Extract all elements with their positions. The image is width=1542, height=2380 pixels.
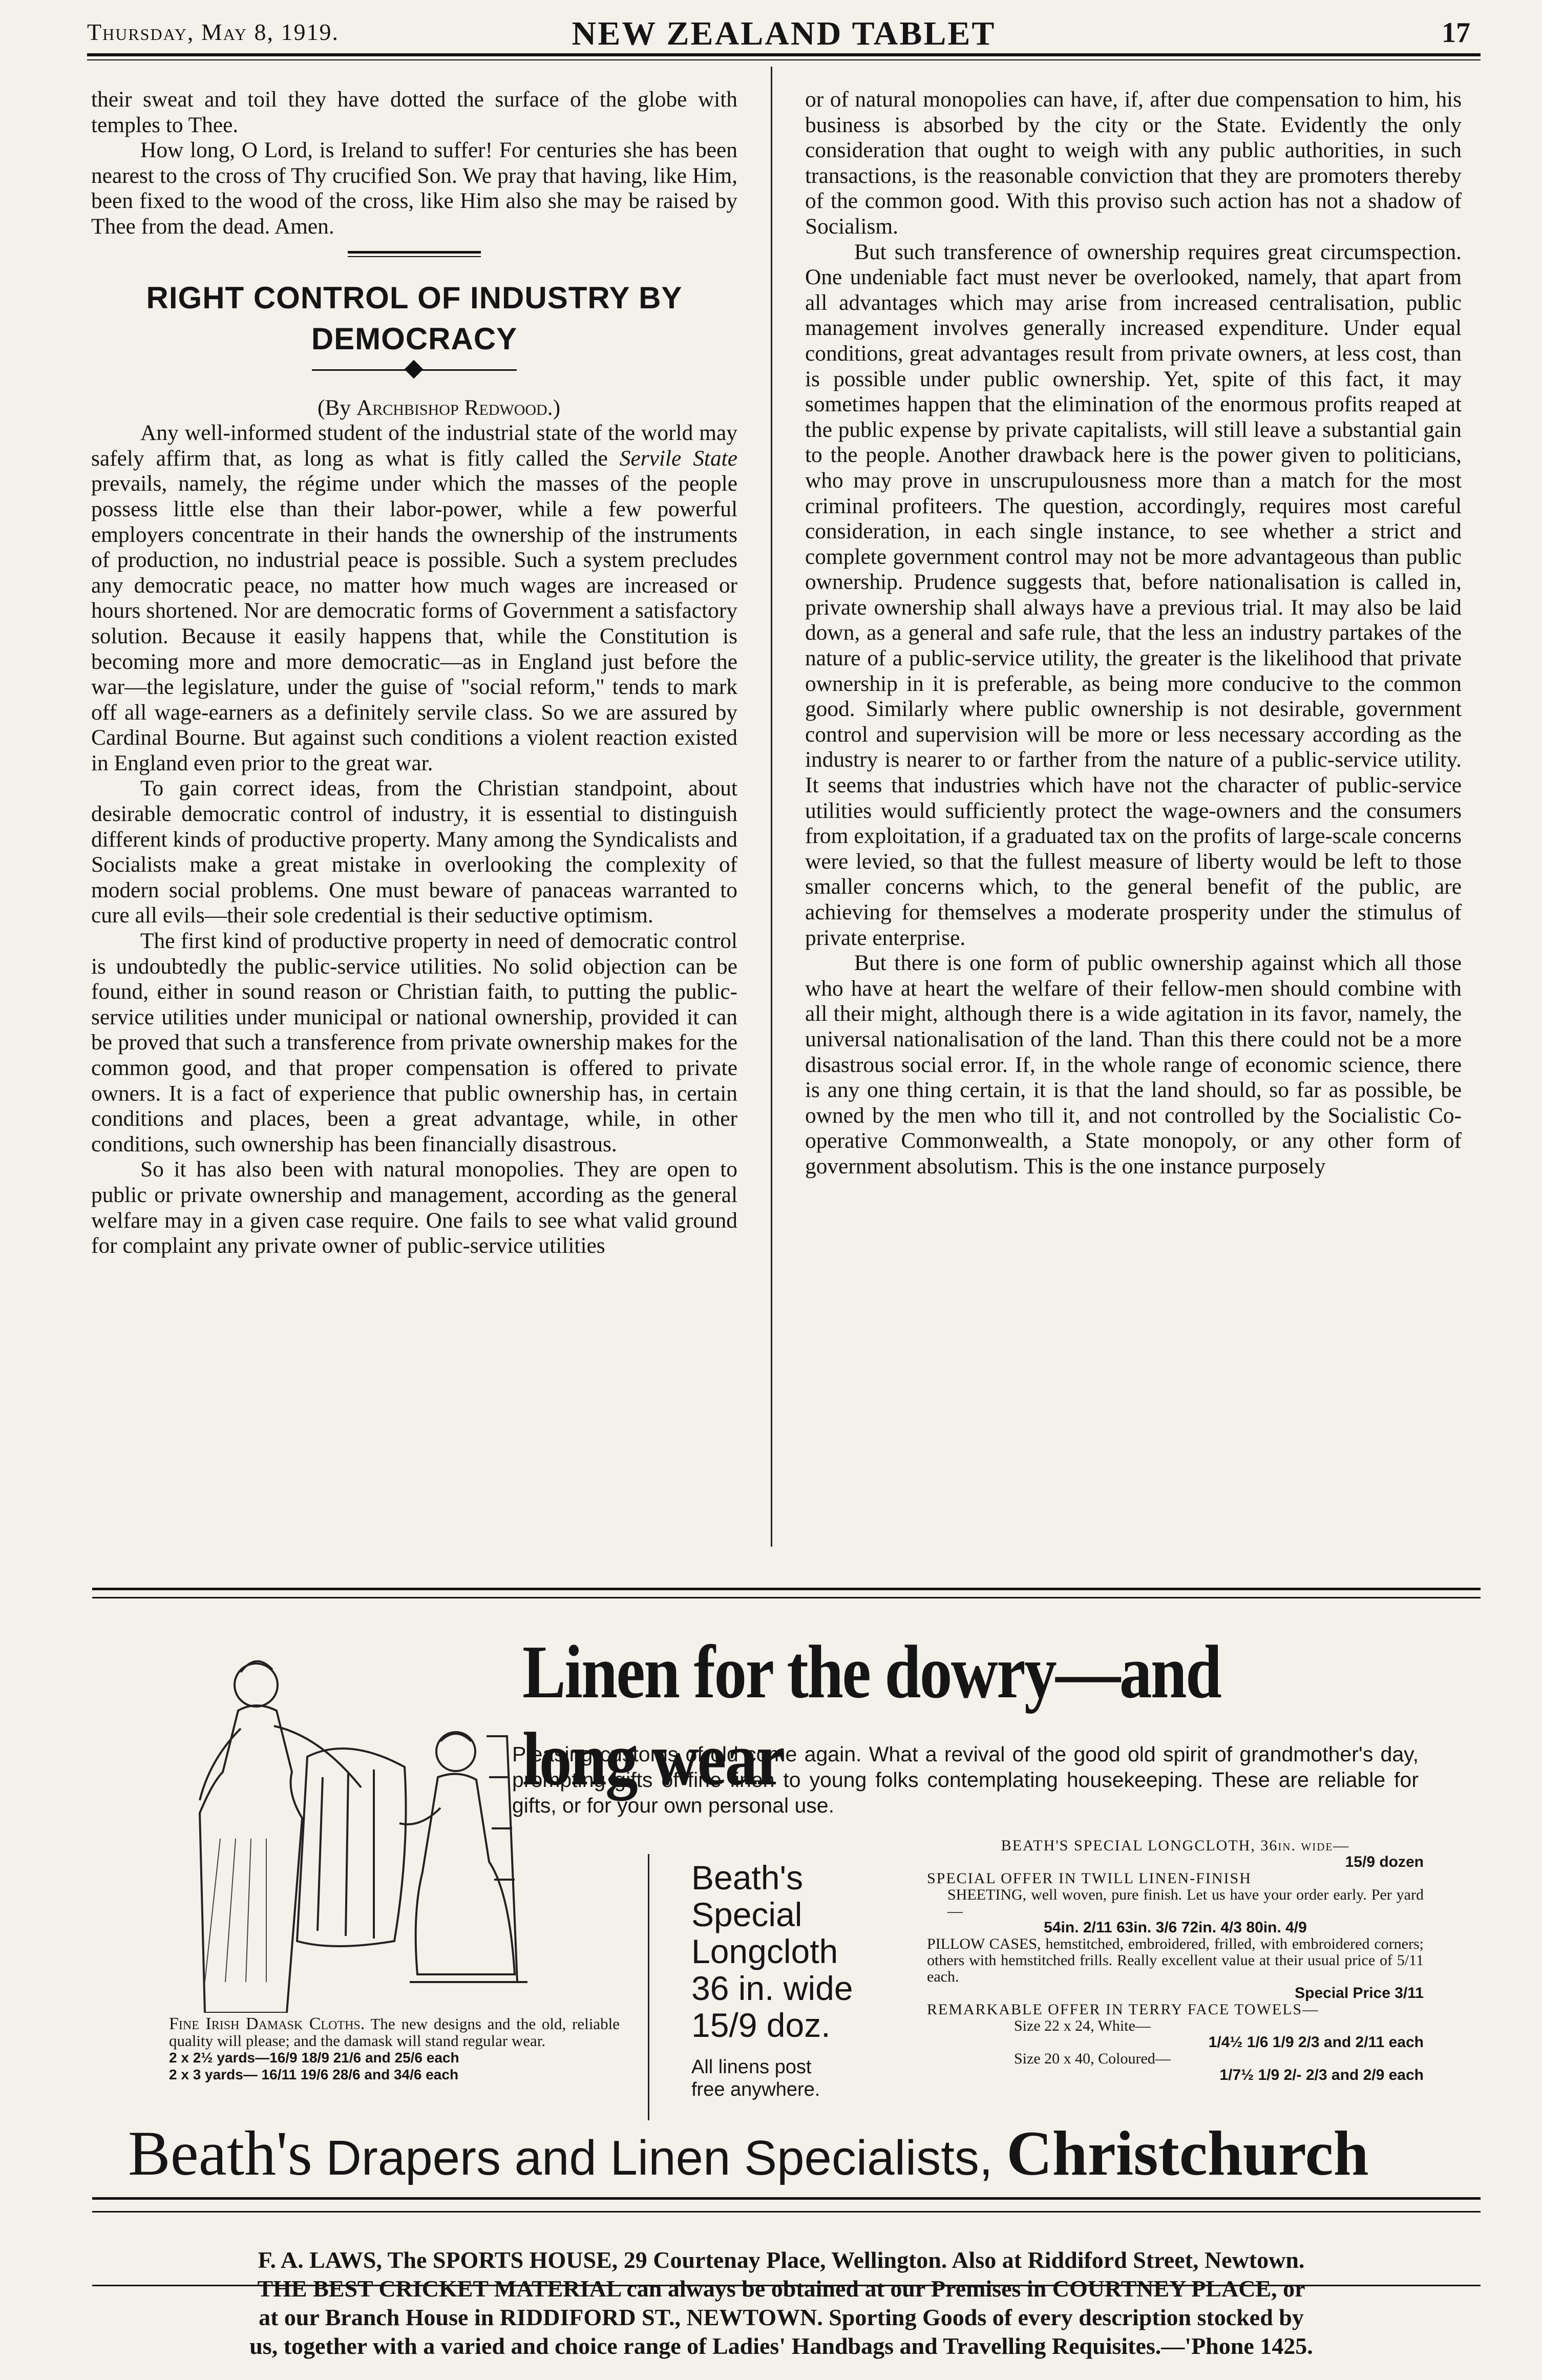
section-rule	[348, 251, 481, 257]
author-name: Archbishop Redwood	[356, 395, 547, 420]
article-byline: (By Archbishop Redwood.)	[317, 395, 561, 420]
sports-house-notice	[51, 2246, 1511, 2361]
feature-price: 15/9 doz.	[691, 2006, 831, 2044]
damask-description: The new designs and the old, reliable quality will please; and the damask will stand regular wear.	[169, 2015, 620, 2050]
brand-name: Beath's	[128, 2118, 312, 2188]
damask-cloths-offer	[169, 2015, 620, 2083]
postage-note: free anywhere.	[691, 2079, 820, 2100]
prayer-paragraph: How long, O Lord, is Ireland to suffer! For centuries she has been nearest to the cross of Thy crucified Son. We pray that having, like Him, been fixed to the wood of the cross, like Him also she may be raised by Thee from the dead. Amen.	[91, 138, 737, 239]
header-rule	[87, 53, 1481, 60]
notice-line: at our Branch House in RIDDIFORD ST., NEWTOWN. Sporting Goods of every description stocked by	[259, 2304, 1304, 2330]
article-title: RIGHT CONTROL OF INDUSTRY BY DEMOCRACY	[146, 280, 683, 356]
terry-white-prices: 1/4½ 1/6 1/9 2/3 and 2/11 each	[1208, 2034, 1424, 2051]
article-paragraph: To gain correct ideas, from the Christian standpoint, about desirable democratic control of industry, it is essential to distinguish different kinds of productive property. Many among the Syndicalists and Socialists make a great mistake in overlooking the complexity of modern social problems. One must beware of panaceas warranted to cure all evils—their sole credential is their seductive optimism.	[91, 776, 737, 928]
notice-line: THE BEST CRICKET MATERIAL can always be obtained at our Premises in COURTNEY PLACE, or	[257, 2276, 1305, 2302]
twill-prices: 54in. 2/11 63in. 3/6 72in. 4/3 80in. 4/9	[1044, 1919, 1307, 1936]
terry-coloured-size: Size 20 x 40, Coloured—	[1014, 2050, 1171, 2067]
page-header	[87, 14, 1481, 51]
column-divider	[771, 67, 772, 1547]
prayer-end-text: their sweat and toil they have dotted the surface of the globe with temples to Thee.	[91, 87, 737, 137]
pillow-special-price: Special Price 3/11	[1295, 1985, 1424, 2002]
ad-bottom-rule	[92, 2197, 1481, 2213]
article-paragraph: or of natural monopolies can have, if, after due compensation to him, his business is absorbed by the city or the State. Evidently the only consideration that ought to weigh with any public authorities, in such transactions, is the reasonable conviction that they are promoters thereby of the common good. With this proviso such action has not a shadow of Socialism.	[805, 87, 1462, 239]
linen-illustration	[154, 1624, 553, 2013]
notice-line: us, together with a varied and choice range of Ladies' Handbags and Travelling Requisites.—'Phone 1425.	[249, 2333, 1313, 2359]
ad-intro-text: Pleasing customs of old come again. What a revival of the good old spirit of grandmother's day, prompting gifts of fine linen to young folks contemplating housekeeping. These are reliable for gifts, or for your own personal use.	[512, 1742, 1419, 1817]
pillow-description: PILLOW CASES, hemstitched, embroidered, frilled, with embroidered corners; others with hemstitched frills. Really excellent value at their usual price of 5/11 each.	[927, 1935, 1424, 1985]
feature-line: Longcloth	[691, 1932, 838, 1970]
page-number: 17	[1442, 17, 1470, 49]
ad-signature	[128, 2118, 1485, 2189]
damask-title: Fine Irish Damask Cloths.	[169, 2014, 365, 2033]
feature-line: Beath's	[691, 1859, 804, 1897]
twill-heading: SPECIAL OFFER IN TWILL LINEN-FINISH	[927, 1870, 1252, 1887]
postage-note: All linens post	[691, 2056, 812, 2078]
terry-coloured-prices: 1/7½ 1/9 2/- 2/3 and 2/9 each	[1219, 2067, 1424, 2083]
feature-line: Special	[691, 1895, 802, 1933]
longcloth-price: 15/9 dozen	[1345, 1854, 1424, 1870]
feature-line: 36 in. wide	[691, 1969, 853, 2007]
terry-white-size: Size 22 x 24, White—	[1014, 2017, 1151, 2034]
terry-heading: REMARKABLE OFFER IN TERRY FACE TOWELS—	[927, 2001, 1319, 2018]
twill-description: SHEETING, well woven, pure finish. Let us have your order early. Per yard—	[947, 1886, 1424, 1920]
title-ornament	[312, 360, 517, 380]
article-paragraph: So it has also been with natural monopolies. They are open to public or private ownership and management, according as the general welfare may in a given case require. One fails to see what valid ground for complaint any private owner of public-service utilities	[91, 1157, 737, 1258]
right-column	[805, 87, 1462, 1180]
longcloth-heading: BEATH'S SPECIAL LONGCLOTH, 36in. wide—	[1001, 1837, 1350, 1854]
damask-price-row: 2 x 2½ yards—16/9 18/9 21/6 and 25/6 each	[169, 2050, 459, 2066]
issue-date: Thursday, May 8, 1919.	[87, 19, 340, 45]
brand-city: Christchurch	[1006, 2118, 1369, 2188]
brand-tagline: Drapers and Linen Specialists,	[312, 2131, 1007, 2185]
notice-line: F. A. LAWS, The SPORTS HOUSE, 29 Courtenay Place, Wellington. Also at Riddiford Street, Newtown.	[258, 2247, 1305, 2273]
ad-headline: Linen for the dowry—and long wear	[522, 1630, 1221, 1801]
damask-price-row: 2 x 3 yards— 16/11 19/6 28/6 and 34/6 each	[169, 2067, 459, 2082]
left-column	[91, 87, 737, 1259]
servile-state-term: Servile State	[619, 446, 737, 471]
ad-top-rule	[92, 1588, 1481, 1590]
article-paragraph: The first kind of productive property in need of democratic control is undoubtedly the public-service utilities. No solid objection can be found, either in sound reason or Christian faith, to putting the public-service utilities under municipal or national ownership, provided it can be proved that such a transference from private ownership makes for the common good, and that proper compensation is offered to private owners. It is a fact of experience that public ownership has, in certain conditions and places, been a great advantage, while, in other conditions, such ownership has been financially disastrous.	[91, 929, 737, 1156]
article-paragraph: But such transference of ownership requires great circumspection. One undeniable fact must never be overlooked, namely, that apart from all advantages which may arise from increased centralisation, public management involves generally increased expenditure. Under equal conditions, great advantages result from private owners, at less cost, than is possible under public ownership. Yet, spite of this fact, it may sometimes happen that the elimination of the enormous profits reaped at the public expense by private capitalists, will still leave a substantial gain to the people. Another drawback here is the power given to politicians, who may prove in unscrupulousness more than a match for the most criminal profiteers. The question, accordingly, requires most careful consideration, in each single instance, to see whether a strict and complete government control may not be more advantageous than public ownership. Prudence suggests that, before nationalisation is called in, private ownership shall always have a previous trial. It may also be laid down, as a general and safe rule, that the less an industry partakes of the nature of a public-service utility, the greater is the likelihood that private ownership in it is preferable, as being more conducive to the common good. Similarly where public ownership is not desirable, government control and supervision will be more or less necessary according as the industry is nearer to or farther from the nature of a public-service utility. It seems that industries which have not the character of public-service utilities would sufficiently protect the wage-owners and the consumers from exploitation, if a graduated tax on the profits of large-scale concerns were levied, so that the fullest measure of liberty would be left to those smaller concerns which, to the general benefit of the public, are achieving for themselves a moderate prosperity under the stimulus of private enterprise.	[805, 239, 1462, 950]
special-offers	[927, 1838, 1424, 2083]
article-paragraph: Any well-informed student of the industrial state of the world may safely affirm that, as long as what is fitly called the Servile State prevails, namely, the régime under which the masses of the people possess little else than their labor-power, while a few powerful employers concentrate in their hands the ownership of the instruments of production, no industrial peace is possible. Such a system precludes any democratic peace, no matter how much wages are increased or hours shortened. Nor are democratic forms of Government a satisfactory solution. Because it easily happens that, while the Constitution is becoming more and more democratic—as in England just before the war—the legislature, under the guise of "social reform," tends to mark off all wage-earners as a definitely servile class. So we are assured by Cardinal Bourne. But against such conditions a violent reaction existed in England even prior to the great war.	[91, 420, 737, 775]
longcloth-feature	[691, 1859, 912, 2101]
article-paragraph: But there is one form of public ownership against which all those who have at heart the welfare of their fellow-men should combine with all their might, although there is a wide agitation in its favor, namely, the universal nationalisation of the land. Than this there could not be a more disastrous social error. If, in the whole range of economic science, there is any one thing certain, it is that the land should, so far as possible, be owned by the men who till it, and not controlled by the Socialistic Co-operative Commonwealth, a State monopoly, or any other form of government absolutism. This is the one instance purposely	[805, 951, 1462, 1178]
ad-divider	[648, 1854, 649, 2120]
masthead-title: NEW ZEALAND TABLET	[572, 15, 996, 52]
